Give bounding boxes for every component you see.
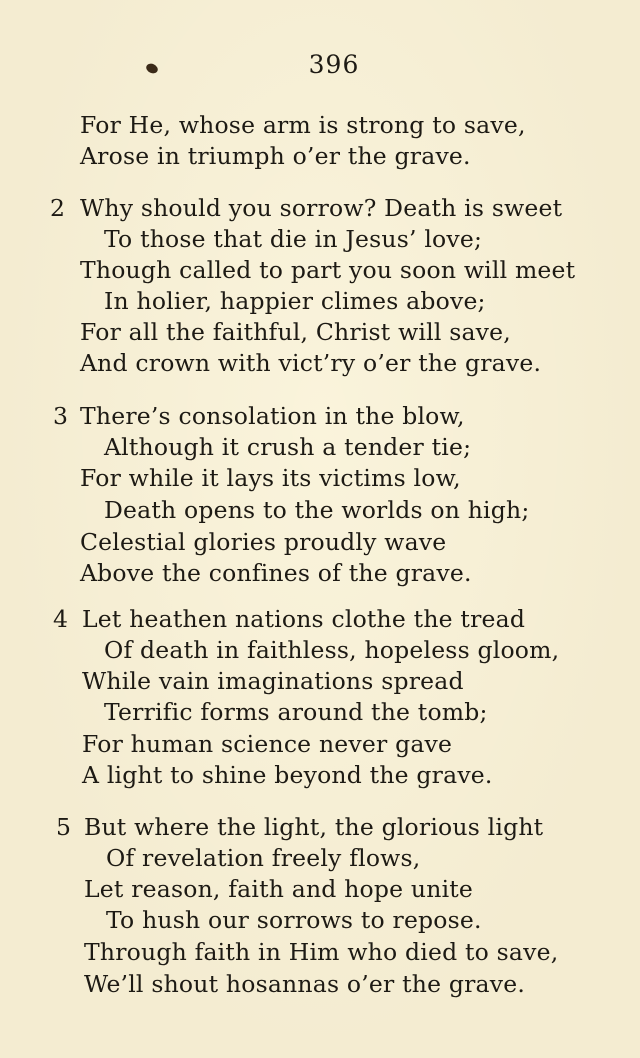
stanza-line: For human science never gave xyxy=(82,730,453,758)
stanza-number: 4 xyxy=(53,605,68,633)
stanza-line: To hush our sorrows to repose. xyxy=(106,906,482,934)
stanza-line: But where the light, the glorious light xyxy=(84,813,544,841)
stanza-line: For while it lays its victims low, xyxy=(80,464,461,492)
stanza-line: Why should you sorrow? Death is sweet xyxy=(80,194,563,222)
stanza-line: Let heathen nations clothe the tread xyxy=(82,605,526,633)
stanza-number: 3 xyxy=(53,402,68,430)
page-number: 396 xyxy=(308,50,360,79)
stanza-line: Death opens to the worlds on high; xyxy=(104,496,530,524)
stanza-line: Celestial glories proudly wave xyxy=(80,528,447,556)
stanza-line: In holier, happier climes above; xyxy=(104,287,486,315)
stanza-line: For all the faithful, Christ will save, xyxy=(80,318,511,346)
stanza-line: A light to shine beyond the grave. xyxy=(82,761,493,789)
stanza-line: To those that die in Jesus’ love; xyxy=(104,225,483,253)
stanza-line: Let reason, faith and hope unite xyxy=(84,875,474,903)
stanza-number: 5 xyxy=(56,813,71,841)
stanza-line: Though called to part you soon will meet xyxy=(80,256,576,284)
stanza-line: While vain imaginations spread xyxy=(82,667,464,695)
stanza-line: Of revelation freely flows, xyxy=(106,844,421,872)
stanza-line: There’s consolation in the blow, xyxy=(80,402,465,430)
intro-line: For He, whose arm is strong to save, xyxy=(80,111,526,139)
stanza-line: Above the confines of the grave. xyxy=(80,559,472,587)
stanza-line: And crown with vict’ry o’er the grave. xyxy=(80,349,542,377)
intro-line: Arose in triumph o’er the grave. xyxy=(80,142,471,170)
stanza-number: 2 xyxy=(50,194,65,222)
stanza-line: Terrific forms around the tomb; xyxy=(104,698,488,726)
stanza-line: Of death in faithless, hopeless gloom, xyxy=(104,636,560,664)
stanza-line: Through faith in Him who died to save, xyxy=(84,938,559,966)
stanza-line: We’ll shout hosannas o’er the grave. xyxy=(84,970,525,998)
stanza-line: Although it crush a tender tie; xyxy=(104,433,472,461)
